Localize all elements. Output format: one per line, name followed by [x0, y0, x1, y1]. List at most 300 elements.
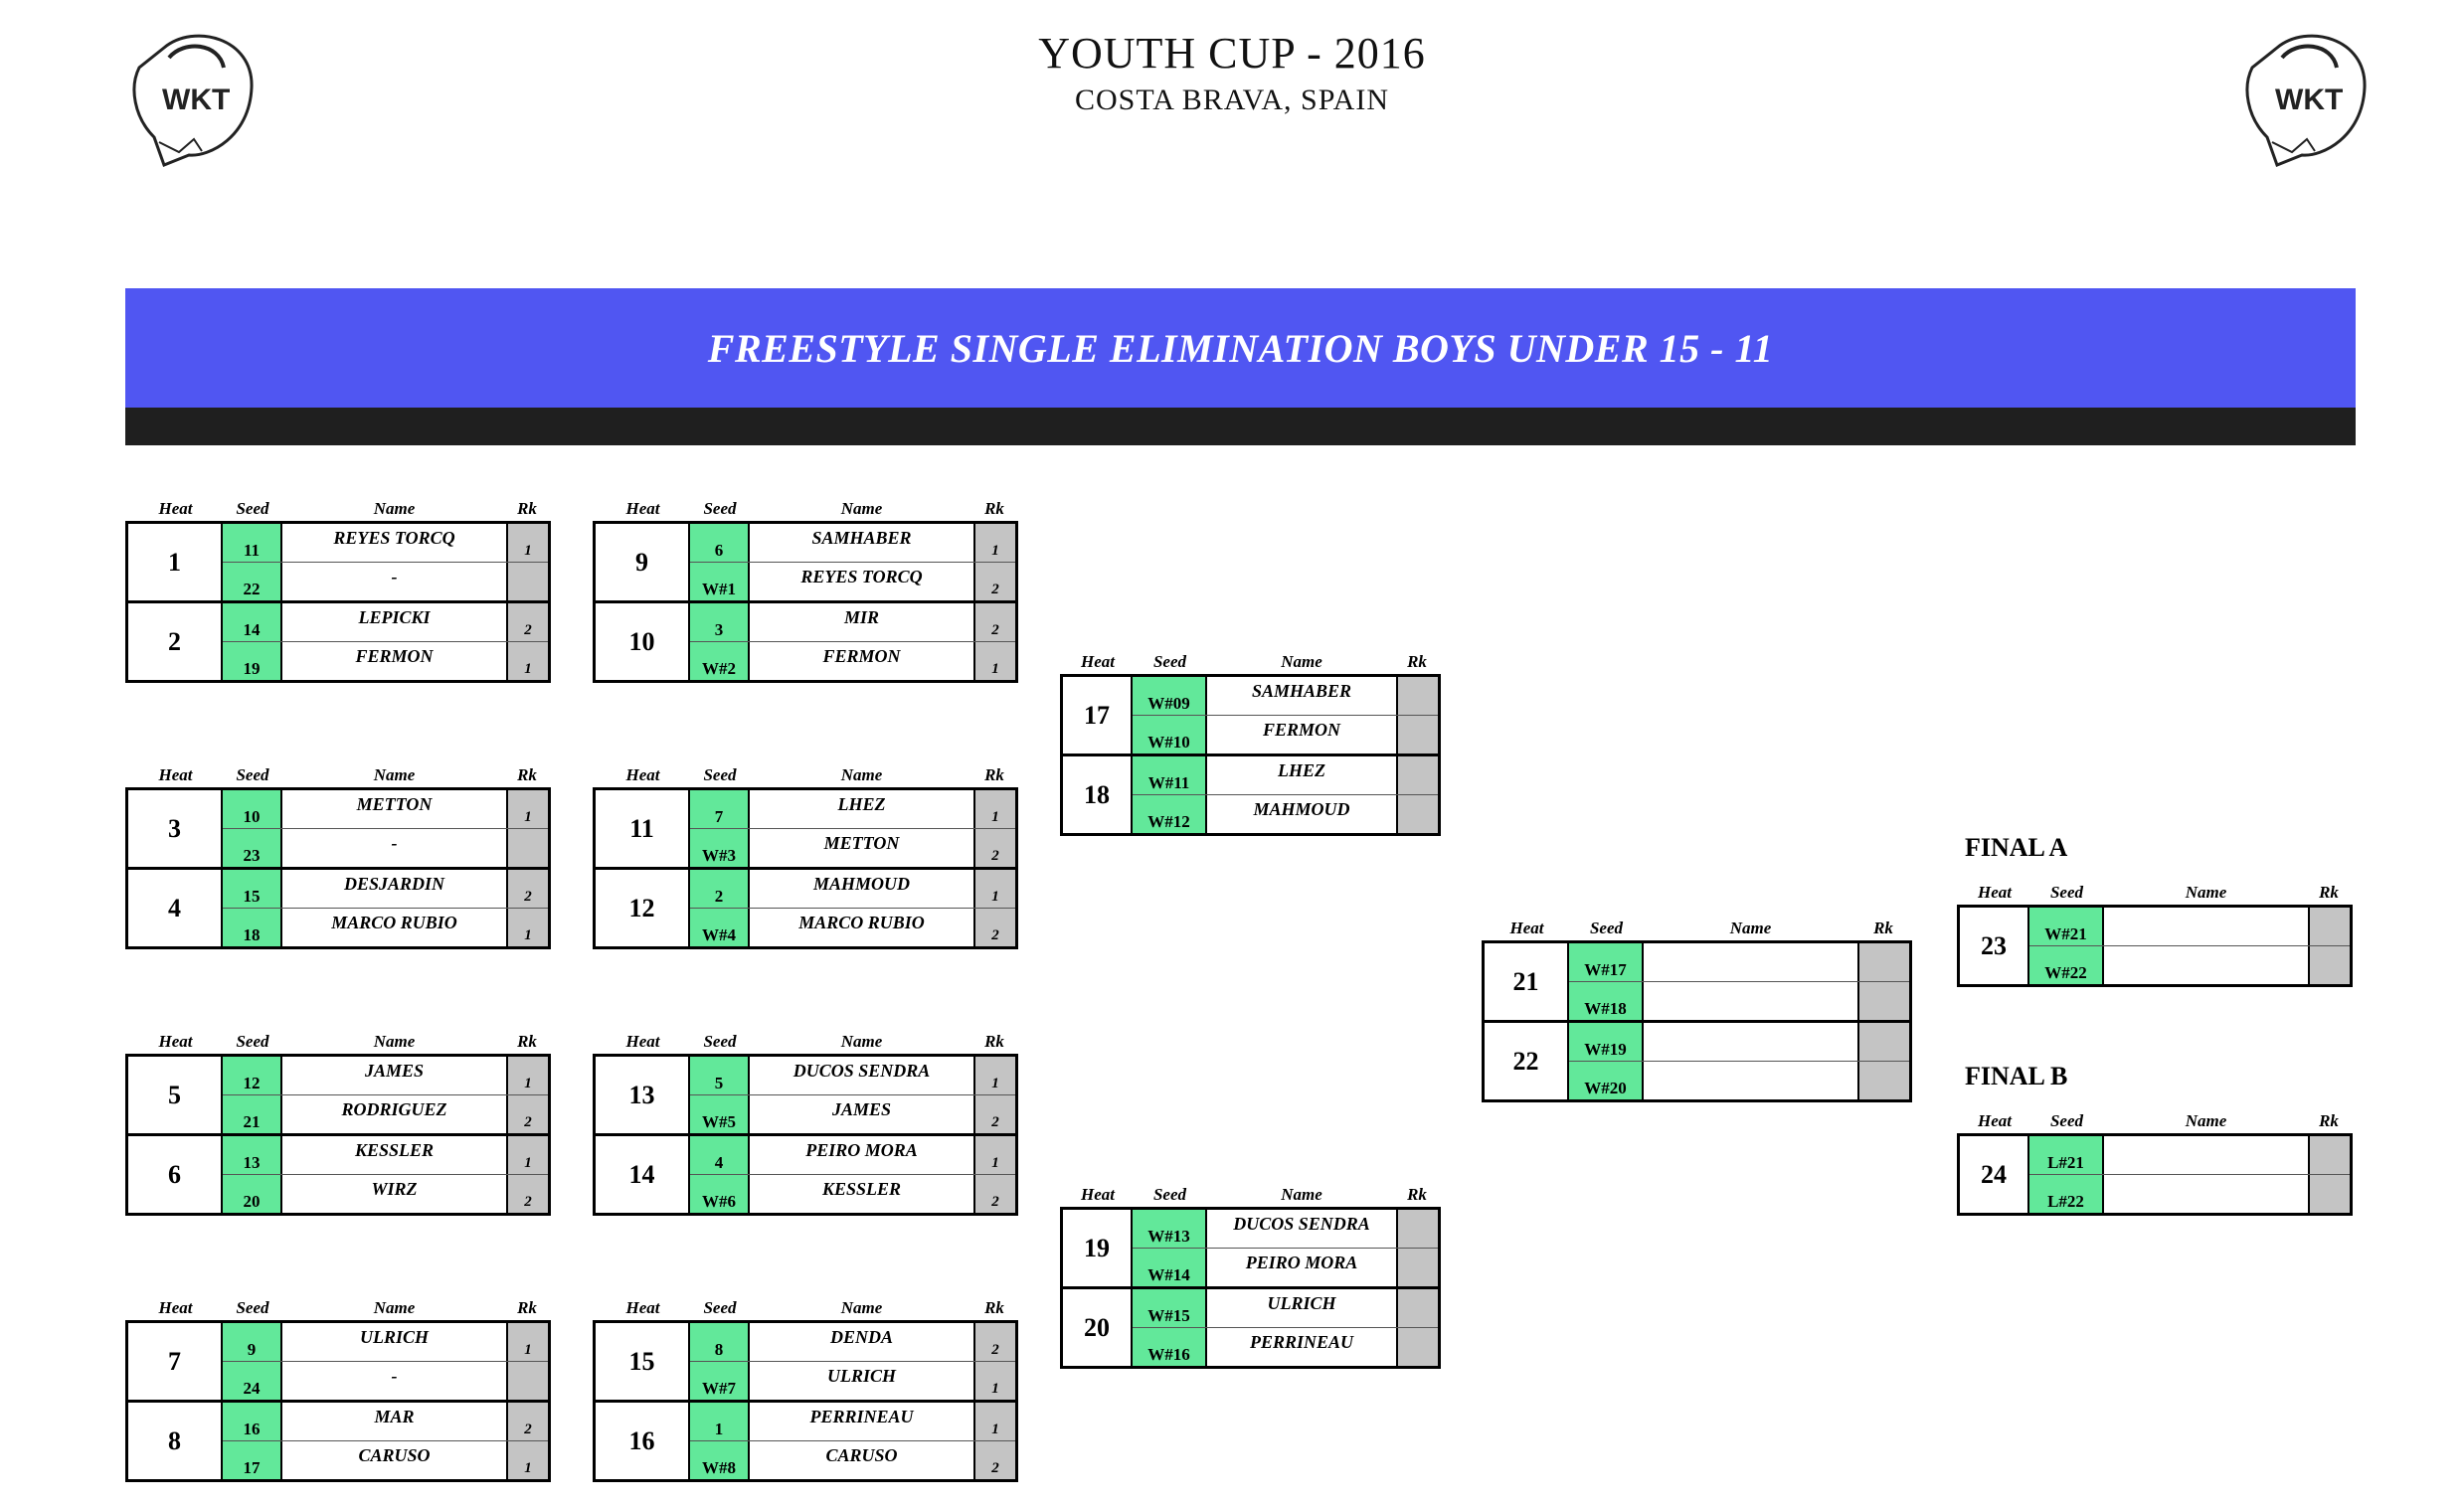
rider-name: CARUSO — [825, 1445, 898, 1465]
column-header-heat: Heat — [1509, 919, 1544, 937]
heat-table — [593, 1320, 1018, 1482]
column-header-heat: Heat — [1978, 883, 2012, 902]
rider-row — [690, 1361, 1015, 1400]
rider-name: LHEZ — [837, 794, 886, 814]
rank-cell: 1 — [506, 1136, 548, 1174]
rank-cell: 1 — [973, 1403, 1015, 1440]
heat-1 — [128, 524, 548, 600]
heat-table — [1957, 905, 2353, 987]
rank-cell: 2 — [506, 1175, 548, 1213]
heat-20 — [1063, 1286, 1438, 1366]
rider-row — [1133, 1327, 1438, 1366]
rider-name: PEIRO MORA — [805, 1140, 918, 1160]
rider-name: DESJARDIN — [343, 874, 445, 894]
seed-cell: W#10 — [1133, 716, 1207, 754]
column-header-rank: Rk — [2319, 1111, 2339, 1130]
rider-row — [2029, 1136, 2350, 1174]
heat-11 — [596, 790, 1015, 867]
column-header-rank: Rk — [984, 1032, 1004, 1051]
rider-row — [1133, 794, 1438, 833]
seed-cell: W#21 — [2029, 908, 2104, 945]
heat-table — [593, 1054, 1018, 1216]
seed-cell: 15 — [223, 870, 282, 908]
seed-cell: W#1 — [690, 563, 750, 600]
seed-cell: W#19 — [1569, 1023, 1644, 1061]
rider-name: ULRICH — [1267, 1293, 1336, 1313]
rider-name: CARUSO — [358, 1445, 431, 1465]
heat-number: 20 — [1063, 1289, 1133, 1366]
final-label: FINAL B — [1965, 1062, 2068, 1090]
rank-cell — [1396, 677, 1438, 715]
rider-row — [223, 870, 548, 908]
rank-cell: 1 — [506, 642, 548, 680]
seed-cell: 8 — [690, 1323, 750, 1361]
rank-cell: 2 — [506, 1095, 548, 1133]
rider-row — [1133, 715, 1438, 754]
rider-row — [1133, 1289, 1438, 1327]
heat-15 — [596, 1323, 1015, 1400]
column-header-heat: Heat — [625, 1032, 660, 1051]
rider-name: ULRICH — [359, 1327, 429, 1347]
column-header-seed: Seed — [703, 1032, 737, 1051]
rider-row — [2029, 1174, 2350, 1213]
rider-name: METTON — [356, 794, 433, 814]
seed-cell: 16 — [223, 1403, 282, 1440]
column-header-heat: Heat — [1081, 1185, 1115, 1204]
rider-row — [1133, 1210, 1438, 1248]
rank-cell — [2308, 908, 2350, 945]
seed-cell: 6 — [690, 524, 750, 562]
rank-cell — [1857, 1023, 1909, 1061]
heat-number: 23 — [1960, 908, 2029, 984]
column-header-name: Name — [840, 1298, 883, 1317]
rider-row — [1569, 981, 1909, 1020]
heat-number: 4 — [128, 870, 223, 946]
rider-name: SAMHABER — [811, 528, 912, 548]
seed-cell: W#18 — [1569, 982, 1644, 1020]
column-header-rank: Rk — [1407, 652, 1427, 671]
rider-row — [1133, 756, 1438, 794]
column-header-rank: Rk — [2319, 883, 2339, 902]
heat-number: 21 — [1485, 943, 1569, 1020]
column-header-name: Name — [1729, 919, 1772, 937]
rider-row — [690, 1057, 1015, 1094]
rider-row — [223, 562, 548, 600]
rider-name: LEPICKI — [358, 607, 431, 627]
rider-name: MARCO RUBIO — [331, 913, 457, 932]
rider-name: DUCOS SENDRA — [1233, 1214, 1370, 1234]
rider-name: MIR — [843, 607, 879, 627]
column-header-seed: Seed — [703, 1298, 737, 1317]
rider-row — [690, 603, 1015, 641]
column-header-name: Name — [373, 499, 416, 518]
column-header-rank: Rk — [1407, 1185, 1427, 1204]
rider-name: REYES TORCQ — [800, 567, 923, 586]
rider-row — [1569, 943, 1909, 981]
heat-number: 8 — [128, 1403, 223, 1479]
rank-cell: 2 — [506, 603, 548, 641]
heat-table — [1060, 1207, 1441, 1369]
seed-cell: 3 — [690, 603, 750, 641]
column-header-seed: Seed — [236, 765, 269, 784]
rider-row — [690, 1136, 1015, 1174]
rank-cell — [1396, 1328, 1438, 1366]
column-header-seed: Seed — [236, 1298, 269, 1317]
column-header-name: Name — [840, 1032, 883, 1051]
rank-cell: 2 — [973, 1323, 1015, 1361]
rider-row — [223, 524, 548, 562]
rank-cell — [1857, 943, 1909, 981]
seed-cell: W#8 — [690, 1441, 750, 1479]
event-location: COSTA BRAVA, SPAIN — [1074, 84, 1389, 116]
seed-cell: 19 — [223, 642, 282, 680]
rider-row — [690, 1094, 1015, 1133]
column-header-heat: Heat — [1081, 652, 1115, 671]
heat-table — [125, 1320, 551, 1482]
seed-cell: W#11 — [1133, 756, 1207, 794]
rank-cell: 2 — [506, 1403, 548, 1440]
seed-cell: 14 — [223, 603, 282, 641]
heat-number: 9 — [596, 524, 690, 600]
rider-name: MAHMOUD — [812, 874, 910, 894]
rider-row — [690, 562, 1015, 600]
heat-18 — [1063, 754, 1438, 833]
seed-cell: W#22 — [2029, 946, 2104, 984]
rank-cell — [506, 829, 548, 867]
column-header-rank: Rk — [517, 765, 537, 784]
column-header-seed: Seed — [2049, 1111, 2084, 1130]
rider-name: PERRINEAU — [809, 1407, 914, 1426]
seed-cell: W#3 — [690, 829, 750, 867]
logo-text: WKT — [2275, 84, 2344, 116]
heat-table — [125, 787, 551, 949]
column-header-seed: Seed — [1152, 1185, 1187, 1204]
rider-row — [690, 641, 1015, 680]
rank-cell: 1 — [506, 909, 548, 946]
rider-name: JAMES — [831, 1099, 892, 1119]
rider-row — [223, 1136, 548, 1174]
heat-number: 18 — [1063, 756, 1133, 833]
rank-cell — [506, 1362, 548, 1400]
column-header-heat: Heat — [158, 1032, 193, 1051]
heat-table — [1482, 940, 1912, 1102]
column-header-name: Name — [840, 499, 883, 518]
rank-cell — [2308, 1136, 2350, 1174]
rank-cell — [1396, 756, 1438, 794]
rider-name — [2104, 1136, 2308, 1174]
rank-cell — [1396, 716, 1438, 754]
rider-name: JAMES — [364, 1061, 425, 1081]
column-header-seed: Seed — [703, 765, 737, 784]
rank-cell: 1 — [973, 1362, 1015, 1400]
seed-cell: W#7 — [690, 1362, 750, 1400]
column-header-rank: Rk — [517, 499, 537, 518]
rank-cell: 2 — [973, 603, 1015, 641]
rider-row — [223, 1440, 548, 1479]
rider-name: SAMHABER — [1251, 681, 1352, 701]
rider-row — [223, 908, 548, 946]
heat-14 — [596, 1133, 1015, 1213]
heat-23 — [1960, 908, 2350, 984]
seed-cell: 13 — [223, 1136, 282, 1174]
column-header-name: Name — [2185, 1111, 2227, 1130]
rank-cell — [1857, 982, 1909, 1020]
rider-row — [223, 1323, 548, 1361]
rider-row — [223, 790, 548, 828]
seed-cell: L#22 — [2029, 1175, 2104, 1213]
rank-cell — [1396, 795, 1438, 833]
seed-cell: 4 — [690, 1136, 750, 1174]
rider-name: FERMON — [355, 646, 434, 666]
rider-row — [690, 1174, 1015, 1213]
rider-name: METTON — [823, 833, 900, 853]
heat-number: 10 — [596, 603, 690, 680]
rank-cell: 1 — [506, 1057, 548, 1094]
seed-cell: W#16 — [1133, 1328, 1207, 1366]
heat-number: 19 — [1063, 1210, 1133, 1286]
heat-13 — [596, 1057, 1015, 1133]
column-header-rank: Rk — [984, 1298, 1004, 1317]
rider-row — [223, 603, 548, 641]
rider-row — [690, 524, 1015, 562]
rider-name — [2104, 946, 2308, 984]
column-header-rank: Rk — [984, 499, 1004, 518]
heat-12 — [596, 867, 1015, 946]
column-header-heat: Heat — [1978, 1111, 2012, 1130]
seed-cell: W#12 — [1133, 795, 1207, 833]
seed-cell: W#2 — [690, 642, 750, 680]
rider-row — [1133, 677, 1438, 715]
heat-2 — [128, 600, 548, 680]
column-header-heat: Heat — [625, 499, 660, 518]
rider-name: REYES TORCQ — [333, 528, 455, 548]
rank-cell — [2308, 1175, 2350, 1213]
heat-4 — [128, 867, 548, 946]
event-title: YOUTH CUP - 2016 — [1038, 29, 1426, 78]
seed-cell: 18 — [223, 909, 282, 946]
seed-cell: W#5 — [690, 1095, 750, 1133]
rider-row — [690, 828, 1015, 867]
rider-name: DENDA — [829, 1327, 893, 1347]
rider-row — [223, 1403, 548, 1440]
seed-cell: W#09 — [1133, 677, 1207, 715]
rider-name: - — [391, 1366, 398, 1386]
seed-cell: 20 — [223, 1175, 282, 1213]
heat-number: 16 — [596, 1403, 690, 1479]
rider-name: WIRZ — [371, 1179, 418, 1199]
heat-table — [125, 1054, 551, 1216]
rider-name: - — [391, 833, 398, 853]
rider-name — [1644, 943, 1857, 981]
column-header-heat: Heat — [158, 499, 193, 518]
rider-name: - — [391, 567, 398, 586]
heat-22 — [1485, 1020, 1909, 1099]
rider-row — [690, 908, 1015, 946]
heat-19 — [1063, 1210, 1438, 1286]
heat-number: 13 — [596, 1057, 690, 1133]
rider-row — [690, 1440, 1015, 1479]
heat-table — [125, 521, 551, 683]
column-header-name: Name — [1281, 1185, 1322, 1204]
seed-cell: 12 — [223, 1057, 282, 1094]
rider-row — [1133, 1248, 1438, 1286]
column-header-heat: Heat — [158, 1298, 193, 1317]
rank-cell: 2 — [973, 1441, 1015, 1479]
rider-name — [2104, 1175, 2308, 1213]
heat-number: 11 — [596, 790, 690, 867]
rank-cell: 2 — [973, 829, 1015, 867]
seed-cell: 2 — [690, 870, 750, 908]
column-header-seed: Seed — [236, 499, 269, 518]
column-header-rank: Rk — [517, 1032, 537, 1051]
seed-cell: 5 — [690, 1057, 750, 1094]
rider-name: MAR — [374, 1407, 415, 1426]
seed-cell: L#21 — [2029, 1136, 2104, 1174]
heat-number: 5 — [128, 1057, 223, 1133]
rank-cell — [1396, 1210, 1438, 1248]
final-label: FINAL A — [1965, 833, 2068, 862]
seed-cell: W#20 — [1569, 1062, 1644, 1099]
heat-table — [1060, 674, 1441, 836]
rider-row — [690, 1403, 1015, 1440]
rider-row — [690, 870, 1015, 908]
rider-name — [1644, 1062, 1857, 1099]
rider-name: KESSLER — [354, 1140, 435, 1160]
rider-name: MARCO RUBIO — [798, 913, 925, 932]
column-header-name: Name — [373, 1298, 416, 1317]
heat-16 — [596, 1400, 1015, 1479]
rider-row — [690, 790, 1015, 828]
heat-number: 2 — [128, 603, 223, 680]
rider-name: FERMON — [822, 646, 901, 666]
rank-cell: 2 — [973, 1175, 1015, 1213]
rider-row — [223, 1361, 548, 1400]
seed-cell: W#13 — [1133, 1210, 1207, 1248]
banner-divider — [125, 408, 2356, 445]
column-header-rank: Rk — [517, 1298, 537, 1317]
column-header-seed: Seed — [2049, 883, 2084, 902]
heat-number: 14 — [596, 1136, 690, 1213]
rank-cell: 2 — [973, 1095, 1015, 1133]
seed-cell: W#14 — [1133, 1249, 1207, 1286]
heat-6 — [128, 1133, 548, 1213]
seed-cell: 24 — [223, 1362, 282, 1400]
rider-row — [2029, 945, 2350, 984]
column-header-seed: Seed — [1589, 919, 1624, 937]
column-header-heat: Heat — [625, 1298, 660, 1317]
rank-cell: 2 — [973, 563, 1015, 600]
column-header-rank: Rk — [984, 765, 1004, 784]
seed-cell: W#6 — [690, 1175, 750, 1213]
rider-name: PEIRO MORA — [1245, 1253, 1358, 1272]
seed-cell: 11 — [223, 524, 282, 562]
heat-5 — [128, 1057, 548, 1133]
seed-cell: 21 — [223, 1095, 282, 1133]
heat-21 — [1485, 943, 1909, 1020]
rank-cell: 1 — [973, 790, 1015, 828]
heat-9 — [596, 524, 1015, 600]
heat-table — [1957, 1133, 2353, 1216]
rank-cell: 1 — [506, 524, 548, 562]
heat-3 — [128, 790, 548, 867]
heat-17 — [1063, 677, 1438, 754]
rank-cell: 1 — [973, 1136, 1015, 1174]
rider-row — [1569, 1023, 1909, 1061]
seed-cell: 1 — [690, 1403, 750, 1440]
heat-number: 3 — [128, 790, 223, 867]
column-header-rank: Rk — [1873, 919, 1893, 937]
rider-row — [1569, 1061, 1909, 1099]
rider-name — [1644, 1023, 1857, 1061]
rank-cell: 1 — [973, 870, 1015, 908]
column-header-heat: Heat — [625, 765, 660, 784]
category-banner — [125, 288, 2356, 408]
rider-name: DUCOS SENDRA — [792, 1061, 931, 1081]
rank-cell: 1 — [506, 1441, 548, 1479]
rank-cell: 1 — [506, 790, 548, 828]
seed-cell: 7 — [690, 790, 750, 828]
heat-number: 7 — [128, 1323, 223, 1400]
rider-name: MAHMOUD — [1253, 799, 1350, 819]
column-header-seed: Seed — [703, 499, 737, 518]
column-header-name: Name — [840, 765, 883, 784]
rider-row — [223, 1174, 548, 1213]
heat-number: 17 — [1063, 677, 1133, 754]
seed-cell: W#15 — [1133, 1289, 1207, 1327]
column-header-seed: Seed — [236, 1032, 269, 1051]
seed-cell: 22 — [223, 563, 282, 600]
column-header-name: Name — [2185, 883, 2227, 902]
column-header-seed: Seed — [1152, 652, 1187, 671]
rider-row — [223, 1094, 548, 1133]
rider-name: KESSLER — [821, 1179, 902, 1199]
heat-10 — [596, 600, 1015, 680]
column-header-heat: Heat — [158, 765, 193, 784]
rank-cell: 1 — [506, 1323, 548, 1361]
heat-number: 24 — [1960, 1136, 2029, 1213]
rider-row — [223, 641, 548, 680]
column-header-name: Name — [373, 1032, 416, 1051]
logo-text: WKT — [162, 84, 231, 116]
rank-cell: 2 — [973, 909, 1015, 946]
heat-table — [593, 521, 1018, 683]
rider-row — [690, 1323, 1015, 1361]
rank-cell: 1 — [973, 1057, 1015, 1094]
rider-name: ULRICH — [826, 1366, 896, 1386]
heat-24 — [1960, 1136, 2350, 1213]
seed-cell: 10 — [223, 790, 282, 828]
rank-cell: 1 — [973, 642, 1015, 680]
heat-number: 1 — [128, 524, 223, 600]
rider-row — [223, 828, 548, 867]
rank-cell — [2308, 946, 2350, 984]
wkt-logo-right — [2237, 28, 2369, 167]
heat-7 — [128, 1323, 548, 1400]
heat-table — [593, 787, 1018, 949]
seed-cell: 17 — [223, 1441, 282, 1479]
seed-cell: 9 — [223, 1323, 282, 1361]
rank-cell — [1857, 1062, 1909, 1099]
rank-cell — [1396, 1249, 1438, 1286]
rider-name: RODRIGUEZ — [341, 1099, 447, 1119]
heat-number: 15 — [596, 1323, 690, 1400]
heat-8 — [128, 1400, 548, 1479]
rank-cell — [1396, 1289, 1438, 1327]
rider-name: PERRINEAU — [1249, 1332, 1354, 1352]
column-header-name: Name — [1281, 652, 1322, 671]
column-header-name: Name — [373, 765, 416, 784]
seed-cell: W#17 — [1569, 943, 1644, 981]
